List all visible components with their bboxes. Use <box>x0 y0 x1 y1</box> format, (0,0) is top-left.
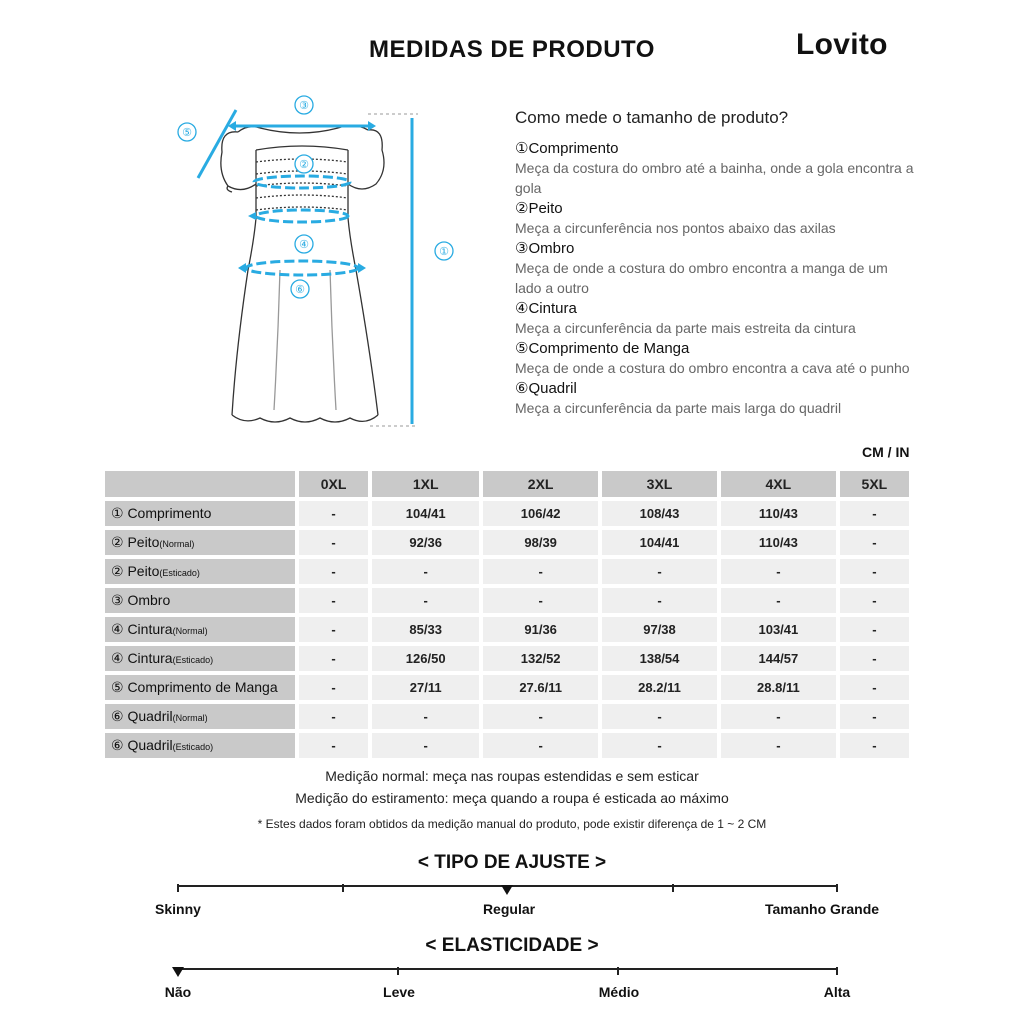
table-cell: 138/54 <box>602 646 717 671</box>
table-cell: - <box>372 559 479 584</box>
table-cell: - <box>602 704 717 729</box>
measure-desc: Meça de onde a costura do ombro encontra a manga de um lado a outro <box>515 260 888 296</box>
table-cell: - <box>721 733 836 758</box>
table-cell: 126/50 <box>372 646 479 671</box>
row-label-text: ③ Ombro <box>111 592 171 608</box>
table-cell: 92/36 <box>372 530 479 555</box>
table-cell: - <box>299 675 368 700</box>
table-cell: - <box>483 733 598 758</box>
row-label-text: ⑥ Quadril <box>111 708 173 724</box>
row-label-qualifier: (Normal) <box>159 539 195 549</box>
callout-chest: ② <box>299 159 309 171</box>
elasticity-label-high: Alta <box>823 984 851 1000</box>
elasticity-label-medium: Médio <box>598 984 640 1000</box>
fit-selected-marker <box>501 885 513 895</box>
size-header: 1XL <box>372 471 479 497</box>
note-normal: Medição normal: meça nas roupas estendidas e sem esticar <box>325 768 699 784</box>
row-label-text: ④ Cintura <box>111 621 173 637</box>
row-label-qualifier: (Esticado) <box>172 742 214 752</box>
elasticity-label-light: Leve <box>383 984 415 1000</box>
elasticity-tick <box>617 967 619 975</box>
table-header-row <box>105 471 909 497</box>
measurement-notes <box>0 765 1024 831</box>
table-cell: - <box>840 501 909 526</box>
table-row <box>105 501 909 526</box>
table-cell: - <box>840 675 909 700</box>
size-header: 5XL <box>840 471 909 497</box>
row-label <box>105 617 295 642</box>
table-cell: 91/36 <box>483 617 598 642</box>
table-row <box>105 704 909 729</box>
fit-scale-title: < TIPO DE AJUSTE > <box>417 852 607 873</box>
callout-sleeve: ⑤ <box>182 127 192 139</box>
elasticity-scale-line <box>178 968 838 970</box>
table-cell: - <box>299 617 368 642</box>
table-cell: - <box>299 588 368 613</box>
row-label <box>105 675 295 700</box>
measure-desc: Meça de onde a costura do ombro encontra a cava até o punho <box>515 360 910 376</box>
table-cell: - <box>840 617 909 642</box>
measure-item <box>515 380 915 418</box>
callout-shoulder: ③ <box>299 100 309 112</box>
dress-measurement-diagram <box>170 90 470 435</box>
measure-desc: Meça a circunferência nos pontos abaixo das axilas <box>515 220 836 236</box>
table-cell: - <box>299 501 368 526</box>
row-label <box>105 501 295 526</box>
table-cell: - <box>483 704 598 729</box>
row-label <box>105 733 295 758</box>
measure-name: ⑥Quadril <box>515 380 577 397</box>
callout-hip: ⑥ <box>295 284 305 296</box>
row-label-text: ② Peito <box>111 534 160 550</box>
table-cell: 97/38 <box>602 617 717 642</box>
measure-name: ③Ombro <box>515 240 575 257</box>
table-cell: 104/41 <box>602 530 717 555</box>
table-row <box>105 733 909 758</box>
table-cell: - <box>372 704 479 729</box>
table-cell: 110/43 <box>721 530 836 555</box>
fit-tick <box>342 884 344 892</box>
fit-label-regular: Regular <box>482 901 536 917</box>
table-cell: - <box>483 559 598 584</box>
measure-desc: Meça a circunferência da parte mais estreita da cintura <box>515 320 856 336</box>
how-to-measure <box>515 108 915 420</box>
table-cell: - <box>840 733 909 758</box>
measure-name: ①Comprimento <box>515 140 619 157</box>
size-table <box>101 467 913 762</box>
table-cell: 98/39 <box>483 530 598 555</box>
fit-tick <box>836 884 838 892</box>
table-cell: - <box>602 588 717 613</box>
table-cell: - <box>840 704 909 729</box>
row-label-qualifier: (Esticado) <box>159 568 200 578</box>
table-row <box>105 675 909 700</box>
measure-item <box>515 300 915 338</box>
row-label <box>105 646 295 671</box>
measure-name: ②Peito <box>515 200 563 217</box>
table-row <box>105 588 909 613</box>
callout-length: ① <box>439 246 449 258</box>
measure-item <box>515 240 915 298</box>
table-cell: - <box>299 559 368 584</box>
table-cell: - <box>602 559 717 584</box>
table-cell: 103/41 <box>721 617 836 642</box>
size-header: 2XL <box>483 471 598 497</box>
elasticity-label-none: Não <box>164 984 192 1000</box>
table-cell: - <box>721 559 836 584</box>
table-cell: - <box>299 646 368 671</box>
table-cell: - <box>721 588 836 613</box>
row-label-text: ④ Cintura <box>111 650 173 666</box>
table-cell: 132/52 <box>483 646 598 671</box>
table-cell: - <box>299 733 368 758</box>
size-header: 4XL <box>721 471 836 497</box>
row-label-qualifier: (Normal) <box>172 626 208 636</box>
table-cell: 28.2/11 <box>602 675 717 700</box>
table-cell: 27/11 <box>372 675 479 700</box>
row-label-qualifier: (Normal) <box>172 713 208 723</box>
how-to-measure-question: Como mede o tamanho de produto? <box>515 108 789 127</box>
table-cell: - <box>840 588 909 613</box>
table-corner <box>105 471 295 497</box>
row-label-text: ① Comprimento <box>111 505 212 521</box>
row-label <box>105 559 295 584</box>
brand-logo: Lovito <box>796 28 888 61</box>
note-stretch: Medição do estiramento: meça quando a roupa é esticada ao máximo <box>295 790 729 806</box>
table-cell: 108/43 <box>602 501 717 526</box>
table-cell: 28.8/11 <box>721 675 836 700</box>
elasticity-tick <box>397 967 399 975</box>
elasticity-tick <box>836 967 838 975</box>
measure-name: ⑤Comprimento de Manga <box>515 340 690 357</box>
table-cell: - <box>840 559 909 584</box>
callout-waist: ④ <box>299 239 309 251</box>
elasticity-scale-title: < ELASTICIDADE > <box>425 935 599 956</box>
table-cell: 104/41 <box>372 501 479 526</box>
row-label-text: ⑥ Quadril <box>111 737 173 753</box>
table-row <box>105 530 909 555</box>
measure-item <box>515 200 915 238</box>
table-cell: - <box>721 704 836 729</box>
table-cell: 144/57 <box>721 646 836 671</box>
table-cell: - <box>483 588 598 613</box>
row-label <box>105 588 295 613</box>
table-cell: - <box>840 646 909 671</box>
measure-item <box>515 340 915 378</box>
fit-label-skinny: Skinny <box>155 901 201 917</box>
table-cell: - <box>299 530 368 555</box>
row-label-text: ⑤ Comprimento de Manga <box>111 679 278 695</box>
table-cell: - <box>299 704 368 729</box>
fit-tick <box>672 884 674 892</box>
table-cell: 85/33 <box>372 617 479 642</box>
table-cell: 110/43 <box>721 501 836 526</box>
table-cell: 27.6/11 <box>483 675 598 700</box>
table-cell: 106/42 <box>483 501 598 526</box>
page-title: MEDIDAS DE PRODUTO <box>369 36 655 63</box>
fit-tick <box>177 884 179 892</box>
table-row <box>105 617 909 642</box>
measure-desc: Meça a circunferência da parte mais larga do quadril <box>515 400 842 416</box>
unit-label: CM / IN <box>862 444 910 460</box>
elasticity-selected-marker <box>172 967 184 977</box>
measure-name: ④Cintura <box>515 300 577 317</box>
table-row <box>105 559 909 584</box>
size-header: 3XL <box>602 471 717 497</box>
table-cell: - <box>840 530 909 555</box>
row-label <box>105 704 295 729</box>
size-header: 0XL <box>299 471 368 497</box>
table-row <box>105 646 909 671</box>
row-label <box>105 530 295 555</box>
table-cell: - <box>372 733 479 758</box>
fit-label-large: Tamanho Grande <box>764 901 880 917</box>
row-label-text: ② Peito <box>111 563 160 579</box>
row-label-qualifier: (Esticado) <box>172 655 214 665</box>
table-cell: - <box>372 588 479 613</box>
measure-desc: Meça da costura do ombro até a bainha, onde a gola encontra a gola <box>515 160 914 196</box>
note-disclaimer: * Estes dados foram obtidos da medição manual do produto, pode existir diferença de 1 ~ 2 CM <box>257 817 767 831</box>
table-cell: - <box>602 733 717 758</box>
measure-item <box>515 140 915 198</box>
